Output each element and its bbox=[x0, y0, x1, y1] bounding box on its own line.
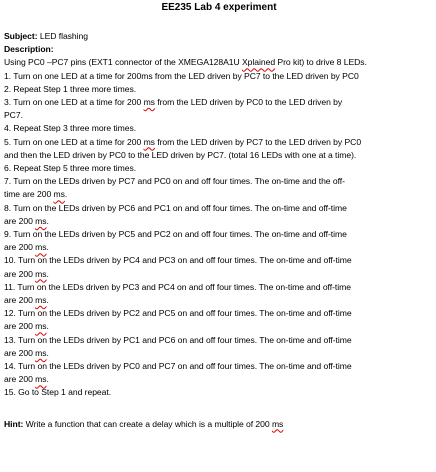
step-line: 6. Repeat Step 5 three more times. bbox=[4, 163, 137, 174]
step-line: 15. Go to Step 1 and repeat. bbox=[4, 387, 112, 398]
step-line: are 200 ms. bbox=[4, 242, 49, 253]
step-line: 8. Turn on the LEDs driven by PC6 and PC1 on and off four times. The on-time and off-time bbox=[4, 202, 347, 213]
step-line: are 200 ms. bbox=[4, 295, 49, 306]
document-title: EE235 Lab 4 experiment bbox=[161, 2, 277, 13]
step-line: are 200 ms. bbox=[4, 268, 49, 279]
step-line: 14. Turn on the LEDs driven by PC0 and PC7 on and off four times. The on-time and off-time bbox=[4, 361, 352, 372]
step-line: are 200 ms. bbox=[4, 374, 49, 385]
step-line: 10. Turn on the LEDs driven by PC4 and PC3 on and off four times. The on-time and off-time bbox=[4, 255, 352, 266]
hint-line bbox=[4, 418, 434, 431]
step-line: 5. Turn on one LED at a time for 200 ms from the LED driven by PC7 to the LED driven by PC0 bbox=[4, 136, 362, 147]
step-line: are 200 ms. bbox=[4, 321, 49, 332]
subject-text: LED flashing bbox=[37, 31, 88, 41]
step-line: 12. Turn on the LEDs driven by PC2 and PC5 on and off four times. The on-time and off-time bbox=[4, 308, 352, 319]
step-line: and then the LED driven by PC0 to the LED driven by PC7. (total 16 LEDs with one at a time). bbox=[4, 149, 357, 160]
step-line: are 200 ms. bbox=[4, 347, 49, 358]
hint-text: Write a function that can create a delay which is a multiple of 200 ms bbox=[23, 418, 284, 429]
step-line: 2. Repeat Step 1 three more times. bbox=[4, 83, 137, 94]
subject-line bbox=[4, 30, 434, 43]
step-line: 4. Repeat Step 3 three more times. bbox=[4, 123, 137, 134]
step-line: 11. Turn on the LEDs driven by PC3 and PC4 on and off four times. The on-time and off-time bbox=[4, 281, 351, 292]
step-line: time are 200 ms. bbox=[4, 189, 68, 200]
step-line: 3. Turn on one LED at a time for 200 ms from the LED driven by PC0 to the LED driven by bbox=[4, 97, 343, 108]
spacer bbox=[4, 14, 434, 30]
description-label: Description: bbox=[4, 44, 54, 55]
step-line: 7. Turn on the LEDs driven by PC7 and PC0 on and off four times. The on-time and the off- bbox=[4, 176, 345, 187]
spacer bbox=[4, 400, 434, 418]
hint-label: Hint: bbox=[4, 418, 24, 429]
step-line: 13. Turn on the LEDs driven by PC1 and PC6 on and off four times. The on-time and off-time bbox=[4, 334, 352, 345]
intro-text: Using PC0 –PC7 pins (EXT1 connector of the XMEGA128A1U Xplained Pro kit) to drive 8 LEDs. bbox=[4, 57, 367, 68]
subject-label: Subject: bbox=[4, 31, 38, 41]
step-line: 9. Turn on the LEDs driven by PC5 and PC2 on and off four times. The on-time and off-time bbox=[4, 229, 347, 240]
document-page bbox=[4, 0, 434, 431]
step-line: PC7. bbox=[4, 110, 23, 121]
step-line: are 200 ms. bbox=[4, 215, 49, 226]
step-line: 1. Turn on one LED at a time for 200ms from the LED driven by PC7 to the LED driven by PC0 bbox=[4, 70, 359, 81]
